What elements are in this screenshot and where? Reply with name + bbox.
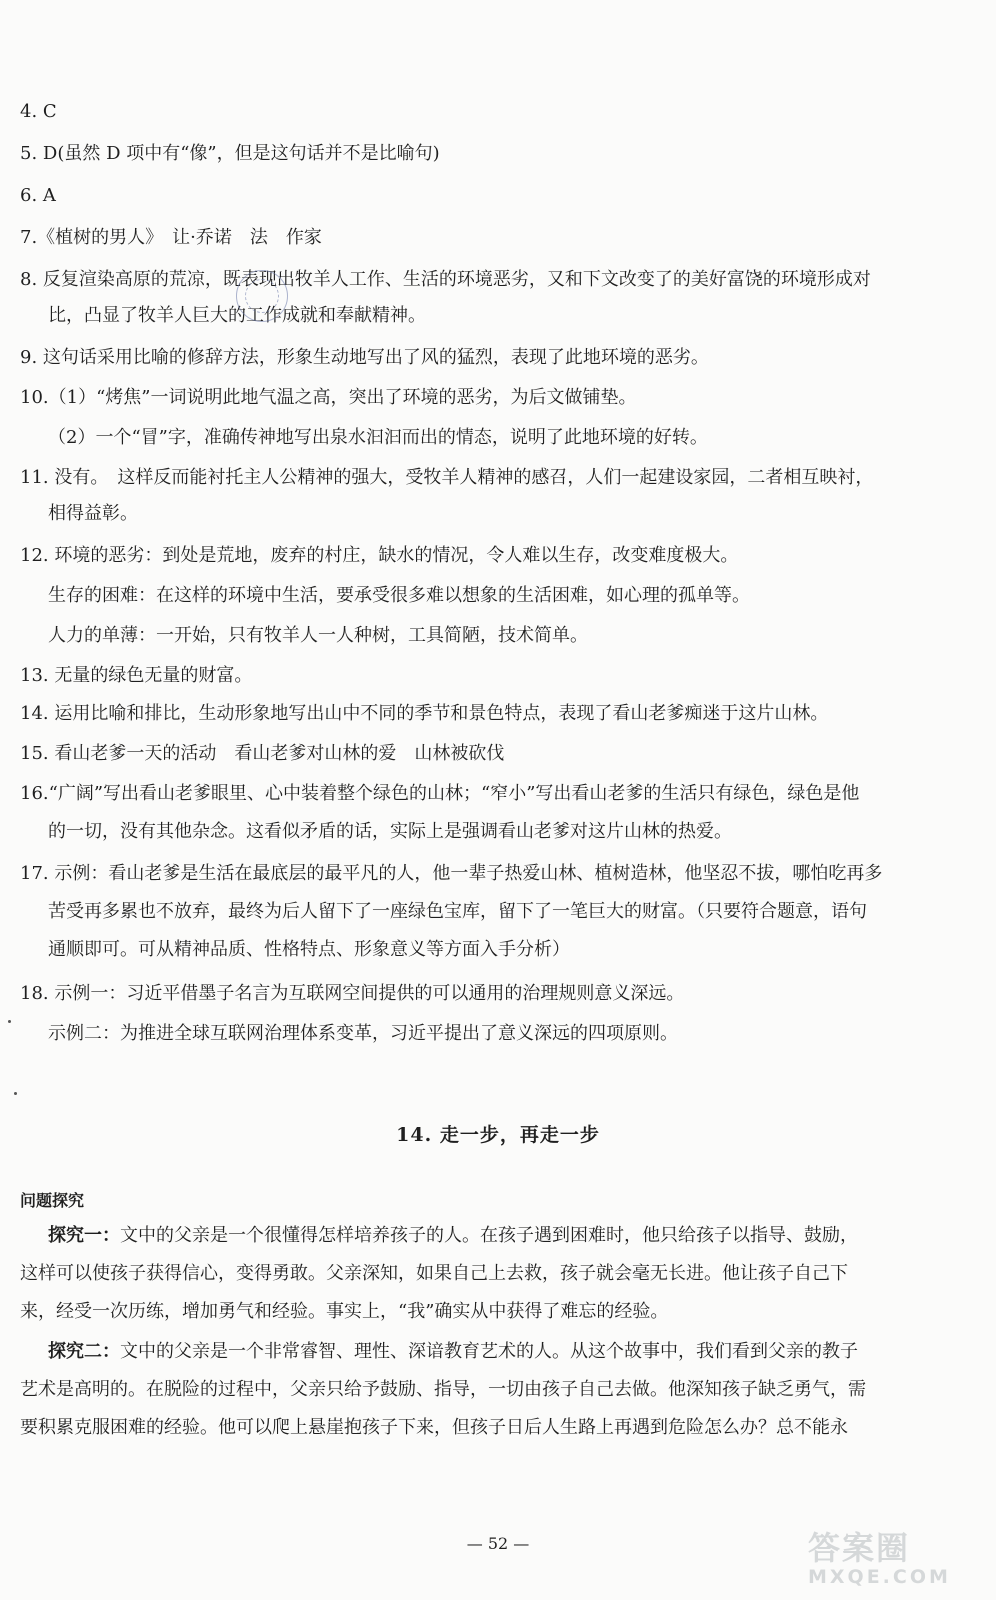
watermark-bottom: MXQE.COM xyxy=(808,1566,951,1588)
answer-12-line-1: 12. 环境的恶劣：到处是荒地，废弃的村庄，缺水的情况，令人难以生存，改变难度极大。 xyxy=(20,545,739,566)
section-heading: 问题探究 xyxy=(20,1191,85,1210)
answer-13: 13. 无量的绿色无量的财富。 xyxy=(20,665,253,686)
watermark-top: 答案圈 xyxy=(808,1529,911,1567)
answer-14: 14. 运用比喻和排比，生动形象地写出山中不同的季节和景色特点，表现了看山老爹痴迷于这片山林。 xyxy=(20,703,829,724)
answer-16-line-1: 16.“广阔”写出看山老爹眼里、心中装着整个绿色的山林；“窄小”写出看山老爹的生活只有绿色，绿色是他 xyxy=(20,783,860,804)
page-number: — 52 — xyxy=(466,1534,530,1553)
answer-17-line-3: 通顺即可。可从精神品质、性格特点、形象意义等方面入手分析） xyxy=(48,939,570,960)
answer-11-line-2: 相得益彰。 xyxy=(48,503,138,524)
explore-2-line-2: 艺术是高明的。在脱险的过程中，父亲只给予鼓励、指导，一切由孩子自己去做。他深知孩子缺乏勇气，需 xyxy=(20,1379,866,1400)
watermark-logo xyxy=(808,1530,986,1592)
answer-4: 4. C xyxy=(20,101,57,122)
answer-17-line-2: 苦受再多累也不放弃，最终为后人留下了一座绿色宝库，留下了一笔巨大的财富。（只要符合题意，语句 xyxy=(48,901,867,922)
explore-1-lead: 探究一： xyxy=(48,1225,120,1246)
answer-10-part-1: 10.（1）“烤焦”一词说明此地气温之高，突出了环境的恶劣，为后文做铺垫。 xyxy=(20,387,637,408)
explore-1-line-2: 这样可以使孩子获得信心，变得勇敢。父亲深知，如果自己上去救，孩子就会毫无长进。他让孩子自己下 xyxy=(20,1263,848,1284)
explore-2-line-1 xyxy=(48,1338,974,1366)
answer-8-line-2: 比，凸显了牧羊人巨大的工作成就和奉献精神。 xyxy=(48,305,426,326)
answer-9: 9. 这句话采用比喻的修辞方法，形象生动地写出了风的猛烈，表现了此地环境的恶劣。 xyxy=(20,347,709,368)
answer-17-line-1: 17. 示例：看山老爹是生活在最底层的最平凡的人，他一辈子热爱山林、植树造林，他坚忍不拔，哪怕吃再多 xyxy=(20,863,883,884)
answer-12-line-2: 生存的困难：在这样的环境中生活，要承受很多难以想象的生活困难，如心理的孤单等。 xyxy=(48,585,750,606)
explore-1-text: 文中的父亲是一个很懂得怎样培养孩子的人。在孩子遇到困难时，他只给孩子以指导、鼓励， xyxy=(120,1225,858,1246)
explore-1-line-1 xyxy=(48,1222,974,1250)
explore-2-text: 文中的父亲是一个非常睿智、理性、深谙教育艺术的人。从这个故事中，我们看到父亲的教子 xyxy=(120,1341,858,1362)
speck-mark xyxy=(8,1020,11,1023)
answer-11-line-1: 11. 没有。 这样反而能衬托主人公精神的强大，受牧羊人精神的感召，人们一起建设家园，二者相互映衬， xyxy=(20,467,874,488)
answer-10-part-2: （2）一个“冒”字，准确传神地写出泉水汩汩而出的情态，说明了此地环境的好转。 xyxy=(48,427,708,448)
answer-12-line-3: 人力的单薄：一开始，只有牧羊人一人种树，工具简陋，技术简单。 xyxy=(48,625,588,646)
speck-mark xyxy=(14,1092,17,1095)
explore-2-lead: 探究二： xyxy=(48,1341,120,1362)
stamp-mark xyxy=(236,270,288,322)
explore-1-line-3: 来，经受一次历练，增加勇气和经验。事实上，“我”确实从中获得了难忘的经验。 xyxy=(20,1301,669,1322)
answer-5: 5. D(虽然 D 项中有“像”，但是这句话并不是比喻句) xyxy=(20,143,440,164)
section-title: 14. 走一步，再走一步 xyxy=(396,1124,600,1146)
answer-16-line-2: 的一切，没有其他杂念。这看似矛盾的话，实际上是强调看山老爹对这片山林的热爱。 xyxy=(48,821,732,842)
answer-18-line-2: 示例二：为推进全球互联网治理体系变革，习近平提出了意义深远的四项原则。 xyxy=(48,1023,678,1044)
answer-7: 7.《植树的男人》 让·乔诺 法 作家 xyxy=(20,227,322,248)
answer-6: 6. A xyxy=(20,185,56,206)
answer-8-line-1: 8. 反复渲染高原的荒凉，既表现出牧羊人工作、生活的环境恶劣，又和下文改变了的美好富饶的环境形成对 xyxy=(20,269,871,290)
answer-18-line-1: 18. 示例一：习近平借墨子名言为互联网空间提供的可以通用的治理规则意义深远。 xyxy=(20,983,685,1004)
explore-2-line-3: 要积累克服困难的经验。他可以爬上悬崖抱孩子下来，但孩子日后人生路上再遇到危险怎么办？总不能永 xyxy=(20,1417,848,1438)
answer-15: 15. 看山老爹一天的活动 看山老爹对山林的爱 山林被砍伐 xyxy=(20,743,505,764)
